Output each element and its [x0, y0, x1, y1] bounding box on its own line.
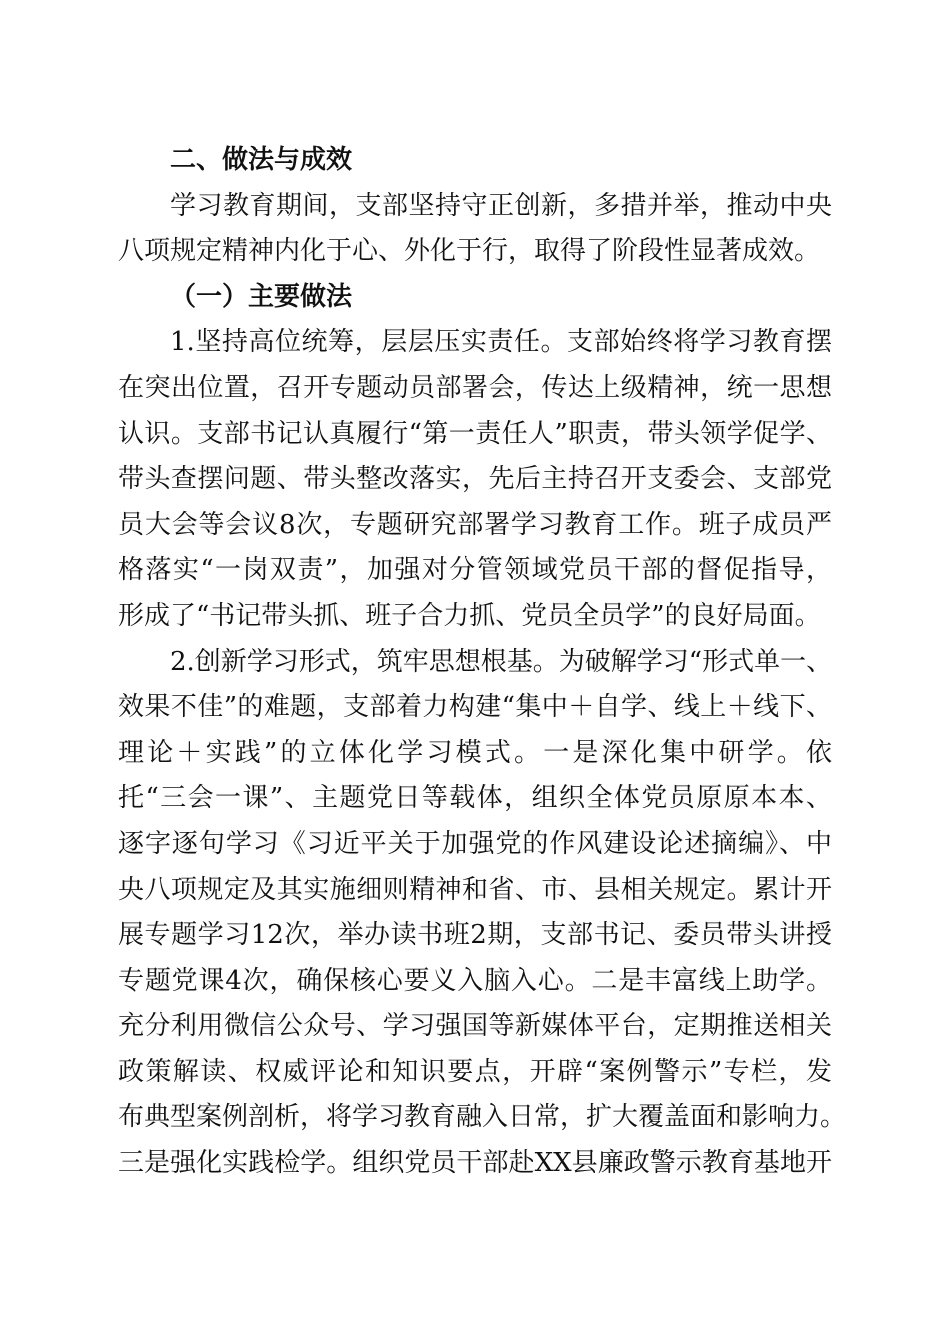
paragraph-2-line: 布典型案例剖析，将学习教育融入日常，扩大覆盖面和影响力。: [118, 1102, 847, 1133]
section-heading: 二、做法与成效: [170, 145, 353, 175]
paragraph-2-line: 充分利用微信公众号、学习强国等新媒体平台，定期推送相关: [118, 1011, 832, 1042]
paragraph-1-line: 1.坚持高位统筹，层层压实责任。支部始终将学习教育摆: [170, 327, 832, 358]
paragraph-2-line: 三是强化实践检学。组织党员干部赴XX县廉政警示教育基地开: [118, 1148, 832, 1179]
subheading: （一）主要做法: [170, 281, 353, 312]
paragraph-2-line: 展专题学习12次，举办读书班2期，支部书记、委员带头讲授: [118, 920, 832, 951]
paragraph-1-line: 格落实“一岗双责”，加强对分管领域党员干部的督促指导，: [118, 555, 832, 586]
paragraph-1-line: 形成了“书记带头抓、班子合力抓、党员全员学”的良好局面。: [118, 600, 821, 631]
paragraph-2-line: 逐字逐句学习《习近平关于加强党的作风建设论述摘编》、中: [118, 828, 832, 859]
paragraph-1-line: 带头查摆问题、带头整改落实，先后主持召开支委会、支部党: [118, 464, 832, 495]
paragraph-2-line: 效果不佳”的难题，支部着力构建“集中＋自学、线上＋线下、: [118, 692, 832, 723]
paragraph-2-line: 2.创新学习形式，筑牢思想根基。为破解学习“形式单一、: [170, 646, 833, 677]
intro-line: 学习教育期间，支部坚持守正创新，多措并举，推动中央: [170, 190, 832, 221]
paragraph-2-line: 央八项规定及其实施细则精神和省、市、县相关规定。累计开: [118, 874, 832, 905]
intro-line: 八项规定精神内化于心、外化于行，取得了阶段性显著成效。: [118, 236, 821, 267]
document-body: [118, 138, 847, 1187]
paragraph-1-line: 员大会等会议8次，专题研究部署学习教育工作。班子成员严: [118, 509, 832, 540]
paragraph-1-line: 认识。支部书记认真履行“第一责任人”职责，带头领学促学、: [118, 418, 832, 449]
paragraph-1-line: 在突出位置，召开专题动员部署会，传达上级精神，统一思想: [118, 372, 832, 403]
paragraph-2-line: 托“三会一课”、主题党日等载体，组织全体党员原原本本、: [118, 783, 832, 814]
paragraph-2-line: 政策解读、权威评论和知识要点，开辟“案例警示”专栏，发: [118, 1056, 832, 1087]
paragraph-2-line: 理论＋实践”的立体化学习模式。一是深化集中研学。依: [118, 737, 832, 768]
paragraph-2-line: 专题党课4次，确保核心要义入脑入心。二是丰富线上助学。: [118, 965, 832, 996]
